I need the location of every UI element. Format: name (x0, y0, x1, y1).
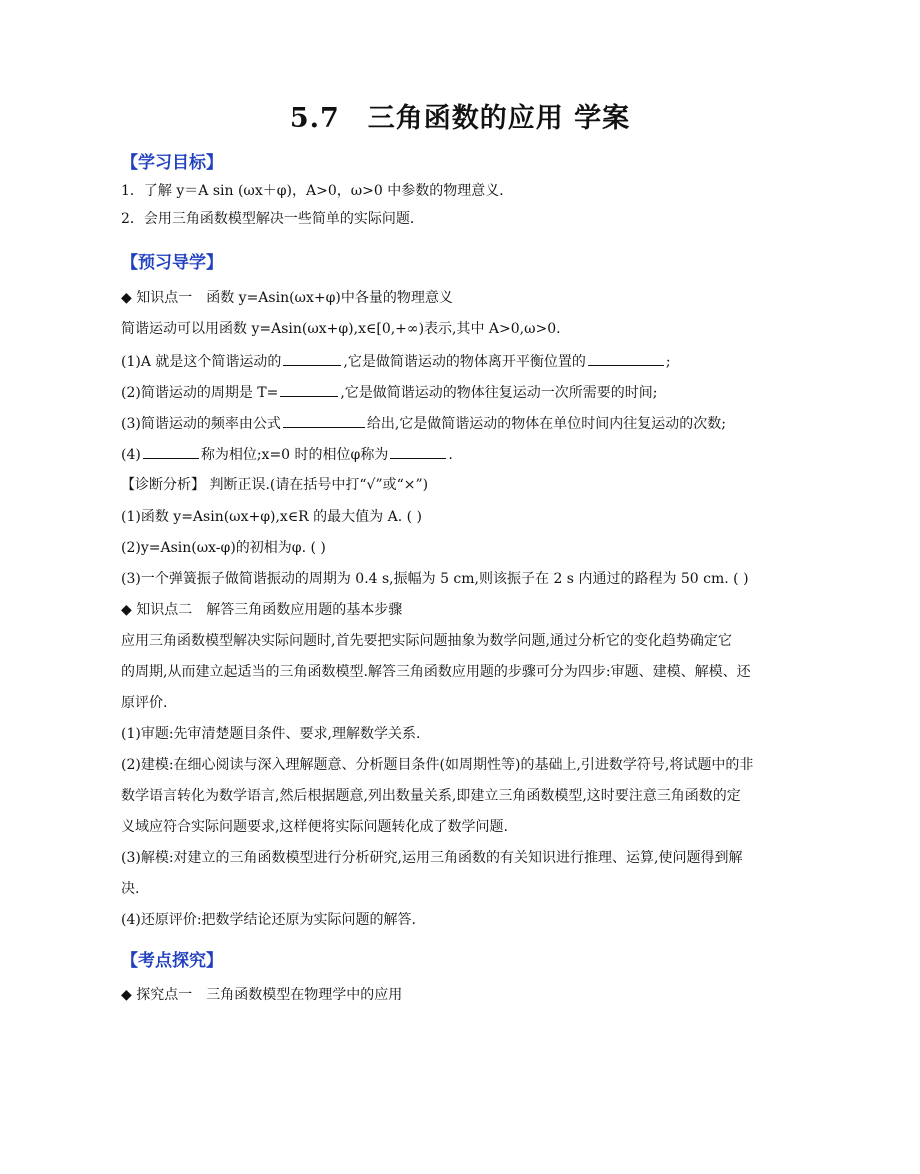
steps-intro-line-1: 应用三角函数模型解决实际问题时,首先要把实际问题抽象为数学问题,通过分析它的变化趋势确定它 (121, 633, 732, 649)
answer-blank[interactable] (588, 351, 664, 366)
explore-point-1: ◆ 探究点一 三角函数模型在物理学中的应用 (121, 987, 403, 1003)
question-1-part-b: ,它是做简谐运动的物体离开平衡位置的 (343, 354, 586, 370)
question-2 (121, 382, 811, 402)
goal-item-2: 2．会用三角函数模型解决一些简单的实际问题． (121, 211, 424, 227)
knowledge-point-2: ◆ 知识点二 解答三角函数应用题的基本步骤 (121, 602, 403, 618)
question-3-part-a: (3)简谐运动的频率由公式 (121, 416, 281, 432)
goal-item-1: 1．了解 y＝A sin (ωx＋φ)，A>0，ω>0 中参数的物理意义． (121, 183, 514, 199)
step-2-line-3: 义域应符合实际问题要求,这样便将实际问题转化成了数学问题. (121, 819, 508, 835)
heading-learning-goals: 【学习目标】 (121, 153, 223, 173)
diagnosis-item-2: (2)y=Asin(ωx-φ)的初相为φ. ( ) (121, 540, 326, 556)
steps-intro-line-3: 原评价. (121, 695, 168, 711)
question-1 (121, 351, 811, 371)
question-1-part-c: ; (665, 354, 671, 370)
question-2-part-a: (2)简谐运动的周期是 T= (121, 385, 279, 401)
step-1: (1)审题:先审清楚题目条件、要求,理解数学关系. (121, 726, 421, 742)
diagnosis-item-1: (1)函数 y=Asin(ωx+φ),x∈R 的最大值为 A. ( ) (121, 509, 423, 525)
answer-blank[interactable] (283, 351, 341, 366)
answer-blank[interactable] (283, 413, 365, 428)
question-3 (121, 413, 811, 433)
answer-blank[interactable] (280, 382, 338, 397)
steps-intro-line-2: 的周期,从而建立起适当的三角函数模型.解答三角函数应用题的步骤可分为四步:审题、建模、解模、还 (121, 664, 751, 680)
step-2-line-1: (2)建模:在细心阅读与深入理解题意、分析题目条件(如周期性等)的基础上,引进数学符号,将试题中的非 (121, 757, 754, 773)
step-2-line-2: 数学语言转化为数学语言,然后根据题意,列出数量关系,即建立三角函数模型,这时要注意三角函数的定 (121, 788, 741, 804)
step-4: (4)还原评价:把数学结论还原为实际问题的解答. (121, 912, 416, 928)
question-4-part-c: . (448, 447, 453, 463)
heading-exam-explore: 【考点探究】 (121, 951, 223, 971)
diagnosis-title: 【诊断分析】 判断正误.(请在括号中打“√”或“×”) (121, 477, 429, 493)
step-3-line-1: (3)解模:对建立的三角函数模型进行分析研究,运用三角函数的有关知识进行推理、运算,使问题得到解 (121, 850, 743, 866)
page-title: 5.7 三角函数的应用 学案 (289, 103, 631, 134)
question-3-part-b: 给出,它是做简谐运动的物体在单位时间内往复运动的次数; (366, 416, 727, 432)
knowledge-point-1: ◆ 知识点一 函数 y=Asin(ωx+φ)中各量的物理意义 (121, 290, 453, 306)
question-4 (121, 444, 811, 464)
answer-blank[interactable] (390, 444, 446, 459)
step-3-line-2: 决. (121, 881, 140, 897)
intro-text: 简谐运动可以用函数 y=Asin(ωx+φ),x∈[0,+∞)表示,其中 A>0,ω>0. (121, 321, 561, 337)
heading-preview-guide: 【预习导学】 (121, 253, 223, 273)
answer-blank[interactable] (143, 444, 199, 459)
question-1-part-a: (1)A 就是这个简谐运动的 (121, 354, 282, 370)
question-4-part-b: 称为相位;x=0 时的相位φ称为 (200, 447, 389, 463)
question-4-part-a: (4) (121, 447, 141, 463)
diagnosis-item-3: (3)一个弹簧振子做简谐振动的周期为 0.4 s,振幅为 5 cm,则该振子在 2 s 内通过的路程为 50 cm. ( ) (121, 571, 749, 587)
question-2-part-b: ,它是做简谐运动的物体往复运动一次所需要的时间; (340, 385, 658, 401)
